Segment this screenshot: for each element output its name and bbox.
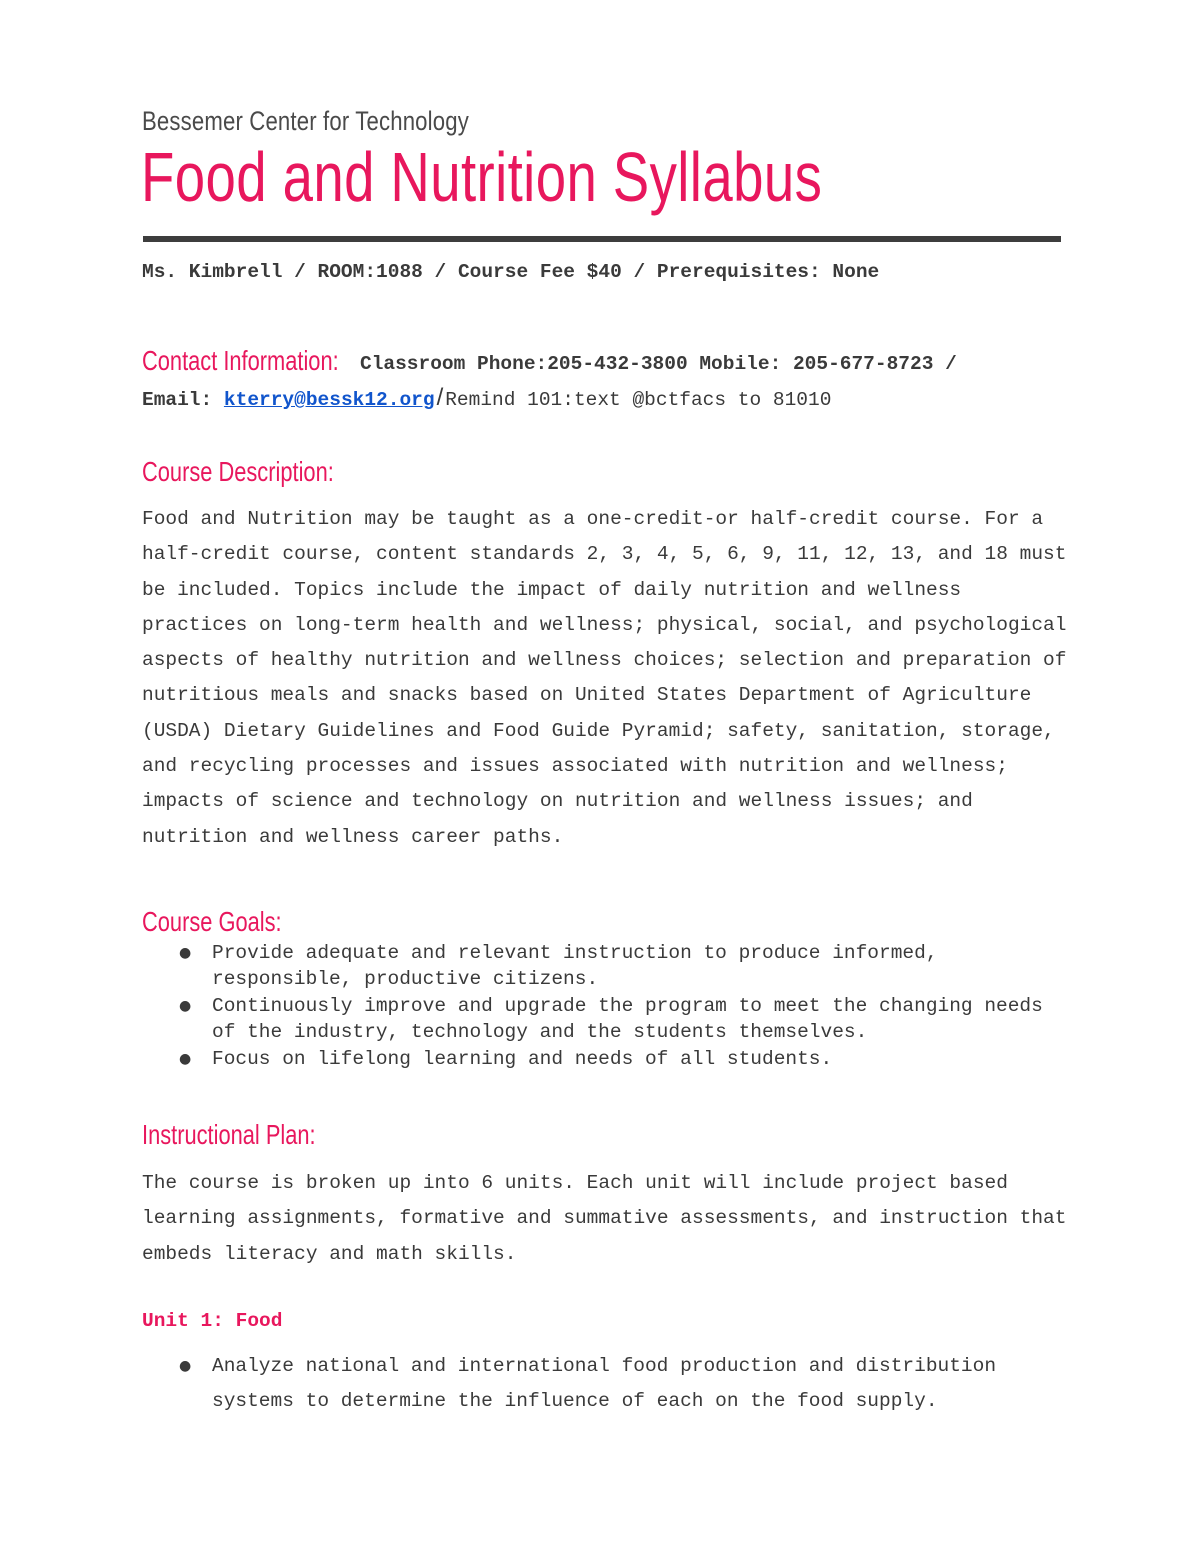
course-description-heading: Course Description: xyxy=(142,456,334,487)
page-title: Food and Nutrition Syllabus xyxy=(141,138,823,216)
list-item xyxy=(142,1349,1072,1420)
unit-1-list xyxy=(142,1349,1072,1420)
course-description-heading-wrap xyxy=(142,456,388,488)
list-item xyxy=(142,1046,1072,1072)
list-item xyxy=(142,993,1072,1045)
course-goals-heading-wrap xyxy=(142,906,321,938)
email-label: Email: xyxy=(142,389,213,411)
bullet-icon: ● xyxy=(179,1051,192,1067)
course-goals-heading: Course Goals: xyxy=(142,906,282,937)
course-description-text: Food and Nutrition may be taught as a one-credit-or half-credit course. For a half-credit course, content standards 2, 3, 4, 5, 6, 9, 11, 12, 13, and 18 must be included. Topics include the impact of daily nutrition and wellness practices on long-term health and wellness; physical, social, and psychological aspects of healthy nutrition and wellness choices; selection and preparation of nutritious meals and snacks based on United States Department of Agriculture (USDA) Dietary Guidelines and Food Guide Pyramid; safety, sanitation, storage, and recycling processes and issues associated with nutrition and wellness; impacts of science and technology on nutrition and wellness issues; and nutrition and wellness career paths. xyxy=(142,508,1067,848)
title-divider xyxy=(143,236,1061,242)
instructional-plan-heading: Instructional Plan: xyxy=(142,1119,316,1150)
instructional-plan-heading-wrap xyxy=(142,1119,365,1151)
remind-info: Remind 101:text @bctfacs to 81010 xyxy=(445,389,832,411)
goal-text: Continuously improve and upgrade the program to meet the changing needs of the industry, technology and the students themselves. xyxy=(212,995,1043,1043)
course-meta: Ms. Kimbrell / ROOM:1088 / Course Fee $40 / Prerequisites: None xyxy=(142,261,880,283)
contact-phones: Classroom Phone:205-432-3800 Mobile: 205-677-8723 / xyxy=(360,353,957,375)
goal-text: Provide adequate and relevant instruction to produce informed, responsible, productive citizens. xyxy=(212,942,938,990)
bullet-icon: ● xyxy=(179,998,192,1014)
school-name: Bessemer Center for Technology xyxy=(142,106,469,136)
email-link[interactable]: kterry@bessk12.org xyxy=(223,389,435,411)
instructional-plan-text: The course is broken up into 6 units. Each unit will include project based learning assignments, formative and summative assessments, and instruction that embeds literacy and math skills. xyxy=(142,1172,1067,1265)
contact-separator: / xyxy=(436,384,444,411)
contact-info-line2 xyxy=(142,384,831,412)
unit-1-heading: Unit 1: Food xyxy=(142,1310,283,1332)
list-item xyxy=(142,940,1072,992)
unit-1-item-text: Analyze national and international food production and distribution systems to determine the influence of each on the food supply. xyxy=(212,1355,997,1413)
bullet-icon: ● xyxy=(179,1358,192,1374)
course-goals-list xyxy=(142,940,1072,1073)
bullet-icon: ● xyxy=(179,945,192,961)
contact-heading: Contact Information: xyxy=(142,345,339,376)
goal-text: Focus on lifelong learning and needs of all students. xyxy=(212,1048,833,1070)
